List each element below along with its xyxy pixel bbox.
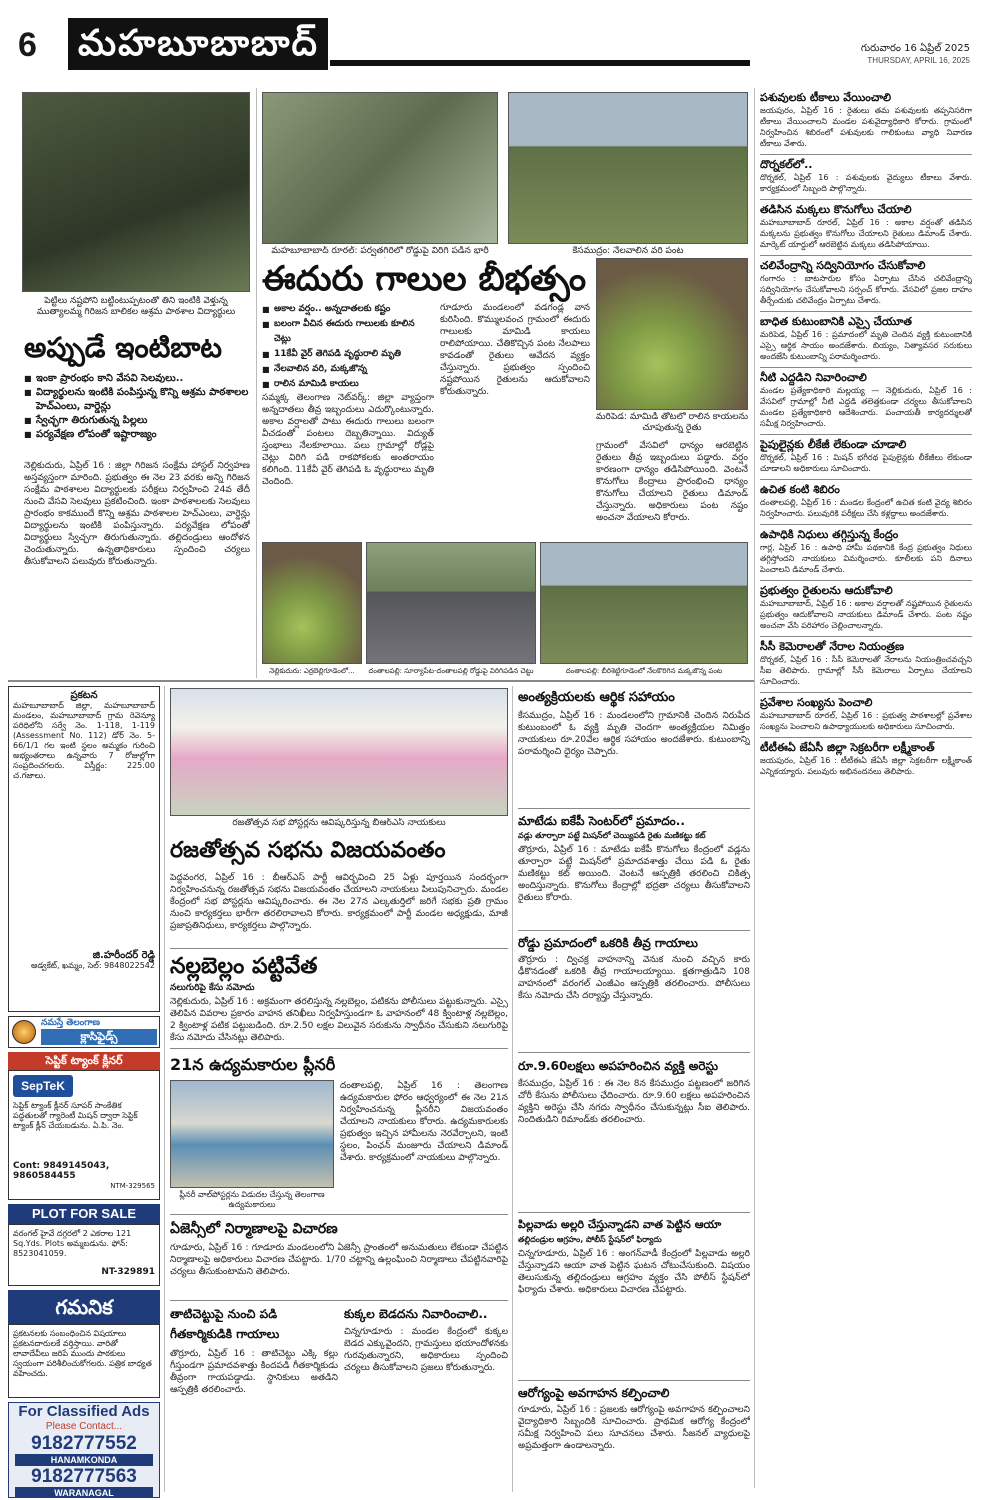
strip-caption-1: నెల్లికుదురు: ఎర్రబెల్లిగూడెంలో... [269,667,355,675]
event-headline: రజతోత్సవ సభను విజయవంతం [170,838,446,863]
notice-title: ప్రకటన [70,690,98,701]
issue-date-english: THURSDAY, APRIL 16, 2025 [867,56,970,65]
brief-item [760,434,972,474]
paddy-field-photo [508,92,748,244]
brief-item [760,636,972,687]
brief-headline: టీటీఈఏ జేఏసీ జిల్లా సెక్రటరీగా లక్ష్మీకాంత్ [760,741,935,754]
story-rule [518,1212,750,1213]
plenary-photo [170,1080,334,1188]
brief-headline: నీటి ఎద్దడిని నివారించాలి [760,371,867,384]
page-number: 6 [18,26,37,64]
party-poster-photo [170,688,508,816]
story-rule [518,1380,750,1381]
septic-ad-bar: సెప్టిక్ ట్యాంక్ క్లీనర్ [8,1052,160,1070]
plot-code: NT-329891 [101,1267,155,1277]
brief-headline: సీసీ కెమెరాలతో నేరాల నియంత్రణ [760,640,905,653]
feature-body-col2: గూడూరు మండలంలో వడగండ్ల వాన కురిసింది. కొమ్ములవంచ గ్రామంలో ఈదురు గాలులకు మామిడి కాయలు రాలిపోయాయి. చేతికొచ్చిన పంట నేలపాలు కావడంతో రైతులు ఆవేదన వ్యక్తం చేస్తున్నారు. ప్రభుత్వం స్పందించి నష్టపోయిన రైతులను ఆదుకోవాలని కోరుతున్నారు. [440,303,590,397]
left-bullet: ■ పర్యవేక్షణ లోపంతో ఇష్టారాజ్యం [24,428,250,442]
fallen-tree-photo [262,92,498,244]
road-accident-body: తొర్రూరు : ద్విచక్ర వాహనాన్ని వెనుక నుంచి వచ్చిన కారు ఢీకొనడంతో ఒకరికి తీవ్ర గాయాలయ్యాయి. క్షతగాత్రుడిని 108 వాహనంలో వరంగల్ ఎంజీఎం ఆస్పత్రికి తరలించారు. పోలీసులు కేసు నమోదు చేసి దర్యాప్తు చేస్తున్నారు. [518,955,750,1001]
notice-signature: జి.హరీందర్ రెడ్డి [92,950,155,961]
issue-date-telugu: గురువారం 16 ఏప్రిల్ 2025 [860,43,970,54]
theft-arrest-body: కేసముద్రం, ఏప్రిల్ 16 : ఈ నెల 8న కేసముద్రం పట్టణంలో జరిగిన చోరీ కేసును పోలీసులు ఛేదించారు. రూ.9.60 లక్షలు అపహరించిన వ్యక్తిని అరెస్టు చేసి నగదు స్వాధీనం చేసుకున్నట్లు సీఐ తెలిపారు. నిందితుడిని రిమాండ్‌కు తరలించారు. [518,1079,750,1125]
plenary-body: దంతాలపల్లి, ఏప్రిల్ 16 : తెలంగాణ ఉద్యమకారుల ఫోరం ఆధ్వర్యంలో ఈ నెల 21న నిర్వహించనున్న ప్లీనరీని విజయవంతం చేయాలని నాయకులు కోరారు. ఉద్యమకారులకు ప్రభుత్వం ఇచ్చిన హామీలను నెరవేర్చాలని, ఇంటి స్థలం, పింఛన్ మంజూరు చేయాలని డిమాండ్ చేశారు. కార్యక్రమంలో నాయకులు పాల్గొన్నారు. [340,1081,508,1163]
anganwadi-headline: పిల్లవాడు అల్లరి చేస్తున్నాడని వాత పెట్టిన ఆయా [518,1218,722,1231]
jaggery-body: నెల్లికుదురు, ఏప్రిల్ 16 : అక్రమంగా తరలిస్తున్న నల్లబెల్లం, పటికను పోలీసులు పట్టుకున్నారు. ఎస్సై తెలిపిన వివరాల ప్రకారం వాహన తనిఖీలు నిర్వహిస్తుండగా ఓ వాహనంలో 48 క్వింటాళ్ల నల్లబెల్లం, 2 క్వింటాళ్ల పటిక పట్టుబడింది. రూ.2.50 లక్షల విలువైన సరుకును స్వాధీనం చేసుకుని నలుగురిపై కేసు నమోదు చేసినట్లు తెలిపారు. [170,997,508,1043]
brief-item [760,580,972,631]
feature-bullet: ■ అకాల వర్షం.. అన్నదాతలకు కష్టం [262,302,434,317]
plenary-caption: ప్లీనరీ వాల్‌పోస్టర్లను విడుదల చేస్తున్న తెలంగాణ ఉద్యమకారులు [179,1190,325,1209]
gamanika-title: గమనిక [8,1290,160,1324]
brief-headline: బాధిత కుటుంబానికి ఎస్సై చేయూత [760,315,912,328]
strip-caption-2: దంతాలపల్లి: సూర్యాపేట-దంతాలపల్లి రోడ్డుపై విరిగిపడిన చెట్టు [368,667,534,675]
brief-headline: తడిసిన మక్కలు కొనుగోలు చేయాలి [760,203,912,216]
notice-address: అడ్వకేట్, ఖమ్మం, సెల్: 9848022542 [30,961,155,970]
brief-headline: చలివేంద్రాన్ని సద్వినియోగం చేసుకోవాలి [760,259,926,272]
story-rule [518,1052,750,1053]
feature-body-col3: గ్రామంలో వేసవిలో ధాన్యం ఆరబెట్టిన రైతులు తీవ్ర ఇబ్బందులు పడ్డారు. వర్షం కారణంగా ధాన్యం తడిసిపోయింది. వెంటనే కొనుగోలు కేంద్రాలు ప్రారంభించి ధాన్యం కొనుగోలు చేయాలని రైతులు డిమాండ్ చేస్తున్నారు. అధికారులు పంట నష్టం అంచనా వేయాలని కోరారు. [596,441,748,523]
public-notice-ad [8,686,160,1012]
left-bullet: ■ స్వేచ్ఛగా తిరుగుతున్న పిల్లలు [24,414,250,428]
brief-headline: ఉచిత కంటి శిబిరం [760,483,840,496]
palm-tree-body: తొర్రూరు, ఏప్రిల్ 16 : తాటిచెట్టు ఎక్కి కల్లు గీస్తుండగా ప్రమాదవశాత్తు కిందపడి గీతకార్మికుడు తీవ్రంగా గాయపడ్డాడు. స్థానికులు అతడిని ఆస్పత్రికి తరలించారు. [170,1349,338,1395]
jaggery-subhead: నలుగురిపై కేసు నమోదు [170,983,255,993]
septic-code: NTM-329565 [110,1182,155,1190]
classified-city-label: HANAMKONDA [15,1454,153,1466]
brief-body: మండల ప్రత్యేకాధికారి మల్లయ్య — నెల్లికుదురు, ఏప్రిల్ 16 : వేసవిలో గ్రామాల్లో నీటి ఎద్దడి తలెత్తకుండా చర్యలు తీసుకోవాలని మండల ప్రత్యేకాధికారి ఆదేశించారు. పంచాయతీ కార్యదర్శులతో సమీక్ష నిర్వహించారు. [760,386,972,428]
story-rule [170,1214,508,1215]
brief-body: జయపురం, ఏప్రిల్ 16 : టీటీఈఏ జేఏసీ జిల్లా సెక్రటరీగా లక్ష్మీకాంత్ ఎన్నికయ్యారు. పలువురు అభినందనలు తెలిపారు. [760,756,972,776]
brief-body: దొర్నకల్, ఏప్రిల్ 16 : సీసీ కెమెరాలతో నేరాలను నియంత్రించవచ్చని సీఐ తెలిపారు. గ్రామాల్లో సీసీ కెమెరాలు ఏర్పాటు చేయాలని సూచించారు. [760,655,972,686]
mango-farmer-photo [596,258,748,410]
feature-bullet: ■ 11కేవీ వైర్ తెగిపడి వృద్ధురాలి మృతి [262,347,434,362]
brief-headline: ప్రవేశాల సంఖ్యను పెంచాలి [760,696,873,709]
anganwadi-subhead: తల్లిదండ్రుల ఆగ్రహం, పోలీస్ స్టేషన్‌లో ఫిర్యాదు [518,1235,662,1244]
brief-body: మహబూబాబాద్ రూరల్, ఏప్రిల్ 16 : అకాల వర్షంతో తడిసిన మక్కలను ప్రభుత్వం కొనుగోలు చేయాలని రైతులు డిమాండ్ చేశారు. మార్కెట్ యార్డులో ఆరబెట్టిన మక్కలు తడిసిపోయాయి. [760,218,972,249]
septic-phones: Cont: 9849145043, 9860584455 [13,1161,110,1181]
right-briefs-column [760,88,972,1492]
septic-ad [8,1070,160,1200]
brief-body: మహబూబాబాద్ రూరల్, ఏప్రిల్ 16 : ప్రభుత్వ పాఠశాలల్లో ప్రవేశాల సంఖ్యను పెంచాలని ఉపాధ్యాయులకు అధికారులు సూచించారు. [760,711,972,731]
feature-headline: ఈదురు గాలుల బీభత్సం [262,259,587,299]
feature-bullet: ■ నేలవాలిన వరి, మక్కజొన్న [262,362,434,377]
jaggery-headline: నల్లబెల్లం పట్టివేత [170,954,318,979]
brief-item [760,479,972,519]
classified-phone-number: 9182777552 [31,1433,137,1454]
left-bullet: ■ ఇంకా ప్రారంభం కాని వేసవి సెలవులు.. [24,372,250,386]
left-story-headline: అప్పుడే ఇంటిబాట [24,331,222,364]
maize-field-photo [540,542,748,664]
column-divider [256,88,257,678]
brief-body: మహబూబాబాద్, ఏప్రిల్ 16 : అకాల వర్షాలతో నష్టపోయిన రైతులను ప్రభుత్వం ఆదుకోవాలని నాయకులు డిమాండ్ చేశారు. పంట నష్టం అంచనా వేసి పరిహారం చెల్లించాలన్నారు. [760,599,972,630]
septek-logo: SepTeK [13,1075,73,1097]
please-contact-label: Please Contact... [45,1421,123,1432]
septic-body: సెప్టిక్ ట్యాంక్ క్లీనర్ సూపర్ సాంకేతిక పద్ధతులతో గ్యారెంటీ మిషన్ ద్వారా సెప్టిక్ ట్యాంక్ క్లీన్ చేయబడును. ఏ.పి. నెం. [13,1101,138,1130]
ikp-accident-headline: మాటేడు ఐకేపీ సెంటర్‌లో ప్రమాదం.. [518,814,685,828]
students-motorcycle-photo [22,92,250,292]
masthead-rule [330,60,750,66]
classifieds-banner [8,1016,160,1048]
health-awareness-headline: ఆరోగ్యంపై అవగాహన కల్పించాలి [518,1386,670,1400]
brief-item [760,255,972,306]
story-rule [170,1048,508,1049]
theft-arrest-headline: రూ.9.60లక్షలు అపహరించిన వ్యక్తి అరెస్టు [518,1059,719,1073]
gamanika-notice: ప్రకటనలకు సంబంధించిన విషయాలు ప్రకటనదారులకే వర్తిస్తాయి. వారితో లావాదేవీలు జరిపే ముందు పాఠకులు స్వయంగా పరిశీలించుకోగలరు. పత్రిక బాధ్యత వహించదు. [8,1324,160,1398]
plot-body: వరంగల్ హైవే దగ్గరలో 2 ఎకరాల 121 Sq.Yds. Plots అమ్మబడును. ఫోన్: 8523041059. [13,1229,132,1258]
anganwadi-body: చిన్నగూడూరు, ఏప్రిల్ 16 : అంగన్‌వాడీ కేంద్రంలో పిల్లవాడు అల్లరి చేస్తున్నాడని ఆయా వాత పెట్టిన ఘటన చోటుచేసుకుంది. విషయం తెలుసుకున్న తల్లిదండ్రులు ఆగ్రహం వ్యక్తం చేసి పోలీస్ స్టేషన్‌లో ఫిర్యాదు చేశారు. అధికారులు విచారణ చేపట్టారు. [518,1249,750,1295]
agency-body: గూడూరు, ఏప్రిల్ 16 : గూడూరు మండలంలోని ఏజెన్సీ ప్రాంతంలో అనుమతులు లేకుండా చేపట్టిన నిర్మాణాలపై అధికారులు విచారణ చేపట్టారు. 1/70 చట్టాన్ని ఉల్లంఘించి నిర్మాణాలు చేపట్టినవారిపై చర్యలు తీసుకుంటామని తెలిపారు. [170,1243,508,1277]
students-photo-caption: పెట్టిలు నష్టపోని బట్టింటుప్పటంతో తిని ఇంటికి వెళ్తున్న ముత్యాలమ్మ గిరిజన బాలికల ఆశ్రమ పాఠశాల విద్యార్థులు [36,296,236,317]
brief-headline: ఉపాధికి నిధులు తగ్గిస్తున్న కేంద్రం [760,528,899,541]
classifieds-paper-name: నమస్తే తెలంగాణ [41,1018,100,1028]
notice-body: మహబూబాబాద్ జిల్లా, మహబూబాబాద్ మండలం, మహబూబాబాద్ గ్రామ రెవెన్యూ పరిధిలోని సర్వే నెం. 1-118, 1-119 (Assessment No. 112) డోర్ నెం. 5-66/1/1 గల ఇంటి స్థలం అమ్మకం గురించి అభ్యంతరాలు ఉన్నవారు 7 రోజుల్లోగా సంప్రదించగలరు. విస్తీర్ణం: 225.00 చ.గజాలు. [13,701,155,780]
story-rule [518,808,750,809]
left-story-body: నెల్లికుదురు, ఏప్రిల్ 16 : జిల్లా గిరిజన సంక్షేమ హాస్టల్ నిర్వహణ అస్తవ్యస్తంగా మారింది. ప్రభుత్వం ఈ నెల 23 వరకు అన్ని గిరిజన సంక్షేమ పాఠశాలల విద్యార్థులకు పరీక్షలు నిర్వహించి 24వ తేదీ నుంచి వేసవి సెలవులు ప్రకటించింది. ఇంకా పాఠశాలలకు సెలవులు ప్రారంభం కాకముందే కొన్ని ఆశ్రమ పాఠశాలల హెచ్‌ఎంలు, వార్డెన్లు విద్యార్థులను ఇంటికి పంపిస్తున్నారు. పర్యవేక్షణ లోపంతో విద్యార్థులు స్వేచ్ఛగా తిరుగుతున్నారు. తల్లిదండ్రులు ఆందోళన చెందుతున్నారు. ఉన్నతాధికారులు స్పందించి చర్యలు తీసుకోవాలని పలువురు కోరుతున్నారు. [24,461,250,567]
mango-farmer-caption: మరిపెడ: మామిడి తోటలో రాలిన కాయలను చూపుతున్న రైతు [596,412,748,433]
dogs-body: చిన్నగూడూరు : మండల కేంద్రంలో కుక్కల బెడద ఎక్కువైందని, గ్రామస్తులు భయాందోళనకు గురవుతున్నారని, అధికారులు స్పందించి చర్యలు తీసుకోవాలని ప్రజలు కోరుతున్నారు. [344,1327,508,1373]
brief-body: గంగారం : బాటసారుల కోసం ఏర్పాటు చేసిన చలివేంద్రాన్ని సద్వినియోగం చేసుకోవాలని సర్పంచ్ కోరారు. వేసవిలో ప్రజల దాహం తీర్చేందుకు చలివేంద్రం ఏర్పాటు చేశారు. [760,274,972,305]
brief-item [760,88,972,149]
left-story-bullets [24,372,250,456]
classified-city-label: WARANAGAL [15,1487,153,1498]
brief-body: దొర్నకల్, ఏప్రిల్ 16 : పశువులకు వైద్యులు టీకాలు వేశారు. కార్యక్రమంలో సిబ్బంది పాల్గొన్నారు. [760,173,972,193]
event-body: పెద్దవంగర, ఏప్రిల్ 16 : బీఆర్‌ఎస్ పార్టీ ఆవిర్భవించి 25 ఏళ్లు పూర్తయిన సందర్భంగా నిర్వహించనున్న రజతోత్సవ సభను విజయవంతం చేయాలని నాయకులు పిలుపునిచ్చారు. మండల కేంద్రంలో సభ పోస్టర్లను ఆవిష్కరించారు. ఈ నెల 27న ఎల్కతుర్తిలో జరిగే సభకు ప్రతి గ్రామం నుంచి కార్యకర్తలు భారీగా తరలిరావాలని కోరారు. కార్యక్రమంలో పార్టీ మండల అధ్యక్షుడు, మాజీ ప్రజాప్రతినిధులు, కార్యకర్తలు పాల్గొన్నారు. [170,873,508,931]
brief-headline: పశువులకు టీకాలు వేయించాలి [760,91,892,104]
funeral-aid-body: కేసముద్రం, ఏప్రిల్ 16 : మండలంలోని గ్రామానికి చెందిన నిరుపేద కుటుంబంలో ఓ వ్యక్తి మృతి చెందగా అంత్యక్రియల నిమిత్తం నాయకులు రూ.20వేల ఆర్థిక సహాయం అందజేశారు. కుటుంబాన్ని పరామర్శించి ధైర్యం చెప్పారు. [518,711,750,757]
health-awareness-body: గూడూరు, ఏప్రిల్ 16 : ప్రజలకు ఆరోగ్యంపై అవగాహన కల్పించాలని వైద్యాధికారి సిబ్బందికి సూచించారు. ప్రాథమిక ఆరోగ్య కేంద్రంలో సమీక్ష నిర్వహించి పలు సూచనలు చేశారు. సీజనల్ వ్యాధులపై అప్రమత్తంగా ఉండాలన్నారు. [518,1405,750,1451]
brief-body: మరిపెడ, ఏప్రిల్ 16 : ప్రమాదంలో మృతి చెందిన వ్యక్తి కుటుంబానికి ఎస్సై ఆర్థిక సాయం అందజేశారు. బియ్యం, నిత్యావసర సరుకులు అందజేసి కుటుంబాన్ని పరామర్శించారు. [760,330,972,361]
agency-headline: ఏజెన్సీలో నిర్మాణాలపై విచారణ [170,1221,338,1237]
feature-body-col1: సమ్మక్క తెలంగాణ నెట్‌వర్క్: జిల్లా వ్యాప్తంగా అన్నదాతలు తీవ్ర ఇబ్బందులు ఎదుర్కొంటున్నారు. అకాల వర్షాలతో పాటు ఈదురు గాలులు బలంగా వీచడంతో పంటలు దెబ్బతిన్నాయి. విద్యుత్ స్తంభాలు నేలకూలాయి. పలు గ్రామాల్లో రోడ్లపై చెట్లు విరిగి పడి రాకపోకలకు అంతరాయం కలిగింది. 11కేవీ వైర్ తెగిపడి ఓ వృద్ధురాలు మృతి చెందింది. [262,393,434,487]
palm-tree-headline: తాటిచెట్టుపై నుంచి పడి గీతకార్మికుడికి గాయాలు [170,1307,280,1341]
mangoes-photo [262,542,362,664]
classifieds-word: క్లాసిఫైడ్స్ [41,1029,157,1045]
ads-divider [164,686,165,1492]
brief-item [760,692,972,732]
brief-headline: దొర్నకల్‌లో.. [760,158,813,171]
ikp-accident-body: తొర్రూరు, ఏప్రిల్ 16 : మాటేడు ఐకేపీ కొనుగోలు కేంద్రంలో వడ్లను తూర్పారా పట్టే మిషన్‌లో ప్రమాదవశాత్తు చేయి పడి ఓ రైతు మణికట్టు కట్ అయింది. వెంటనే ఆస్పత్రికి తరలించి చికిత్స అందిస్తున్నారు. కొనుగోలు కేంద్రాల్లో భద్రతా చర్యలు తీసుకోవాలని రైతులు కోరారు. [518,845,750,903]
plot-ad [8,1224,160,1286]
road-accident-headline: రోడ్డు ప్రమాదంలో ఒకరికి తీవ్ర గాయాలు [518,936,698,950]
road-tree-photo [366,542,536,664]
story-rule [170,1300,508,1301]
brief-item [760,311,972,362]
brief-body: జయపురం, ఏప్రిల్ 16 : రైతులు తమ పశువులకు తప్పనిసరిగా టీకాలు వేయించాలని మండల పశువైద్యాధికారి కోరారు. గ్రామంలో నిర్వహించిన శిబిరంలో పశువులకు గాలికుంటు వ్యాధి నివారణ టీకాలు వేశారు. [760,106,972,148]
feature-bullet: ■ బలంగా వీచిన ఈదురు గాలులకు కూలిన చెట్లు [262,317,434,347]
plot-for-sale-bar: PLOT FOR SALE [8,1204,160,1224]
feature-bullet: ■ రాలిన మామిడి కాయలు [262,377,434,388]
classified-contacts-panel [8,1402,160,1498]
fallen-tree-caption: మహబూబాబాద్ రూరల్: పర్వతగిరిలో రోడ్డుపై విరిగి పడిన భారీ [271,246,489,256]
brief-item [760,524,972,575]
edition-masthead: మహబూబాబాద్ [68,18,328,70]
left-bullet: ■ విద్యార్థులను ఇంటికి పంపిస్తున్న కొన్ని ఆశ్రమ పాఠశాలల హెచ్‌ఎంలు, వార్డెన్లు [24,386,250,414]
brief-headline: పైపులైన్లకు లీకేజీ లేకుండా చూడాలి [760,438,907,451]
story-rule [170,948,508,949]
funeral-aid-headline: అంత్యక్రియలకు ఆర్థిక సహాయం [518,690,675,705]
plenary-headline: 21న ఉద్యమకారుల ప్లీనరీ [170,1055,336,1074]
brief-headline: ప్రభుత్వం రైతులను ఆదుకోవాలి [760,584,893,597]
brief-item [760,199,972,250]
paddy-field-caption: కేసముద్రం: నేలవాలిన వరి పంట [572,246,684,256]
dogs-headline: కుక్కల బెడదను నివారించాలి.. [344,1307,488,1321]
brief-item [760,154,972,194]
center-divider [512,686,513,1492]
party-poster-caption: రజతోత్సవ సభ పోస్టర్లను ఆవిష్కరిస్తున్న బీఆర్‌ఎస్ నాయకులు [232,818,446,828]
story-rule [518,930,750,931]
brief-item [760,737,972,777]
brief-body: గార్ల, ఏప్రిల్ 16 : ఉపాధి హామీ పథకానికి కేంద్ర ప్రభుత్వం నిధులు తగ్గిస్తోందని నాయకులు విమర్శించారు. కూలీలకు పని దినాలు పెంచాలని డిమాండ్ చేశారు. [760,543,972,574]
right-column-divider [754,88,755,1488]
strip-caption-3: దంతాలపల్లి: బీరిశెట్టిగూడెంలో నేలకొరిగిన మక్కజొన్న పంట [565,667,723,675]
feature-bullets [262,302,434,388]
classified-phone-number: 9182777563 [31,1466,137,1487]
brief-body: దొర్నకల్, ఏప్రిల్ 16 : మిషన్ భగీరథ పైపులైన్లకు లీకేజీలు లేకుండా చూడాలని అధికారులు సూచించారు. [760,453,972,473]
classifieds-mascot-icon [12,1020,36,1044]
ikp-accident-subhead: వడ్లు తూర్పారా పట్టే మిషన్‌లో చెయ్యిపడి రైతు మణికట్టు కట్ [518,831,706,840]
for-classified-ads-title: For Classified Ads [18,1403,150,1420]
brief-body: దంతాలపల్లి, ఏప్రిల్ 16 : మండల కేంద్రంలో ఉచిత కంటి వైద్య శిబిరం నిర్వహించారు. పలువురికి పరీక్షలు చేసి కళ్లద్దాలు అందజేశారు. [760,498,972,518]
section-rule [8,680,754,682]
brief-item [760,367,972,429]
